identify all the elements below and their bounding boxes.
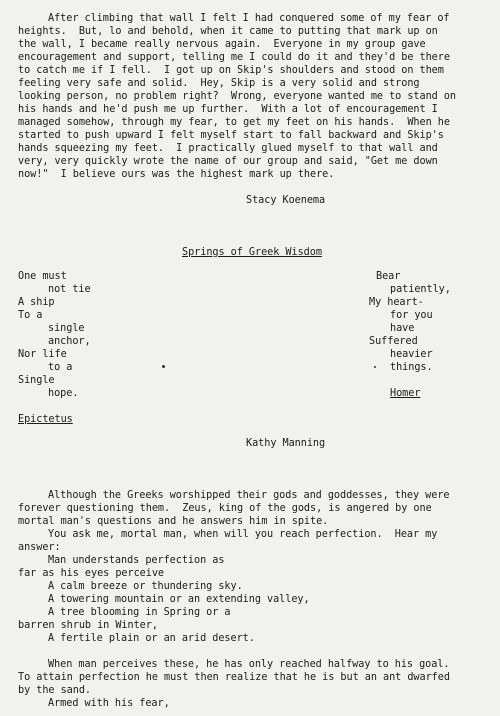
poem-line-left: to a [48, 362, 73, 373]
paragraph-line: started to push upward I felt myself start to fall backward and Skip's [18, 130, 444, 141]
essay-line: forever questioning them. Zeus, king of the gods, is angered by one [18, 503, 432, 514]
poem-line-left: Single [18, 375, 55, 386]
poem-line-right: My heart- [369, 297, 424, 308]
poem-line-left: Nor life [18, 349, 67, 360]
poem-attribution-left: Epictetus [18, 414, 73, 425]
essay-line: Man understands perfection as [48, 555, 225, 566]
essay-line: A calm breeze or thundering sky. [48, 581, 243, 592]
essay-line: Armed with his fear, [48, 698, 170, 709]
paragraph-line: encouragement and support, telling me I could do it and they'd be there [18, 52, 450, 63]
essay-line: You ask me, mortal man, when will you reach perfection. Hear my [48, 529, 438, 540]
paragraph-line: the wall, I became really nervous again. Everyone in my group gave [18, 39, 426, 50]
poem-line-left: One must [18, 271, 67, 282]
paragraph-line: feeling very safe and solid. Hey, Skip is a very solid and strong [18, 78, 420, 89]
poem-line-right: for you [390, 310, 433, 321]
essay-line: When man perceives these, he has only reached halfway to his goal. [48, 659, 450, 670]
essay-line: mortal man's questions and he answers him in spite. [18, 516, 329, 527]
poem-line-left: single [48, 323, 85, 334]
poem-line-left: hope. [48, 388, 79, 399]
paragraph-line: now!" I believe ours was the highest mark up there. [18, 169, 335, 180]
author-signature: Kathy Manning [246, 438, 326, 449]
poem-attribution-right: Homer [390, 388, 421, 399]
poem-line-right: patiently, [390, 284, 451, 295]
essay-line: A towering mountain or an extending valley, [48, 594, 310, 605]
poem-line-left: anchor, [48, 336, 91, 347]
ink-speck [162, 365, 165, 368]
paragraph-line: managed somehow, through my fear, to get my feet on his hands. When he [18, 117, 450, 128]
poem-line-right: Suffered [369, 336, 418, 347]
poem-line-left: not tie [48, 284, 91, 295]
essay-line: A tree blooming in Spring or a [48, 607, 231, 618]
author-signature: Stacy Koenema [246, 195, 326, 206]
poem-line-right: have [390, 323, 415, 334]
paragraph-line: his hands and he'd push me up further. With a lot of encouragement I [18, 104, 438, 115]
paragraph-line: to catch me if I fell. I got up on Skip's shoulders and stood on them [18, 65, 444, 76]
poem-title: Springs of Greek Wisdom [182, 247, 322, 258]
paragraph-line: hands squeezing my feet. I practically glued myself to that wall and [18, 143, 438, 154]
poem-line-right: things. [390, 362, 433, 373]
poem-line-right: heavier [390, 349, 433, 360]
paragraph-line: looking person, no problem right? Wrong, everyone wanted me to stand on [18, 91, 457, 102]
essay-line: by the sand. [18, 685, 92, 696]
poem-line-left: To a [18, 310, 43, 321]
paragraph-line: After climbing that wall I felt I had conquered some of my fear of [48, 13, 450, 24]
paragraph-line: very, very quickly wrote the name of our group and said, "Get me down [18, 156, 438, 167]
poem-line-left: A ship [18, 297, 55, 308]
ink-speck [374, 366, 376, 368]
essay-line: barren shrub in Winter, [18, 620, 158, 631]
essay-line: Although the Greeks worshipped their gods and goddesses, they were [48, 490, 450, 501]
essay-line: A fertile plain or an arid desert. [48, 633, 255, 644]
poem-line-right: Bear [376, 271, 401, 282]
essay-line: To attain perfection he must then realize that he is but an ant dwarfed [18, 672, 450, 683]
essay-line: far as his eyes perceive [18, 568, 165, 579]
essay-line: answer: [18, 542, 61, 553]
paragraph-line: heights. But, lo and behold, when it came to putting that mark up on [18, 26, 438, 37]
